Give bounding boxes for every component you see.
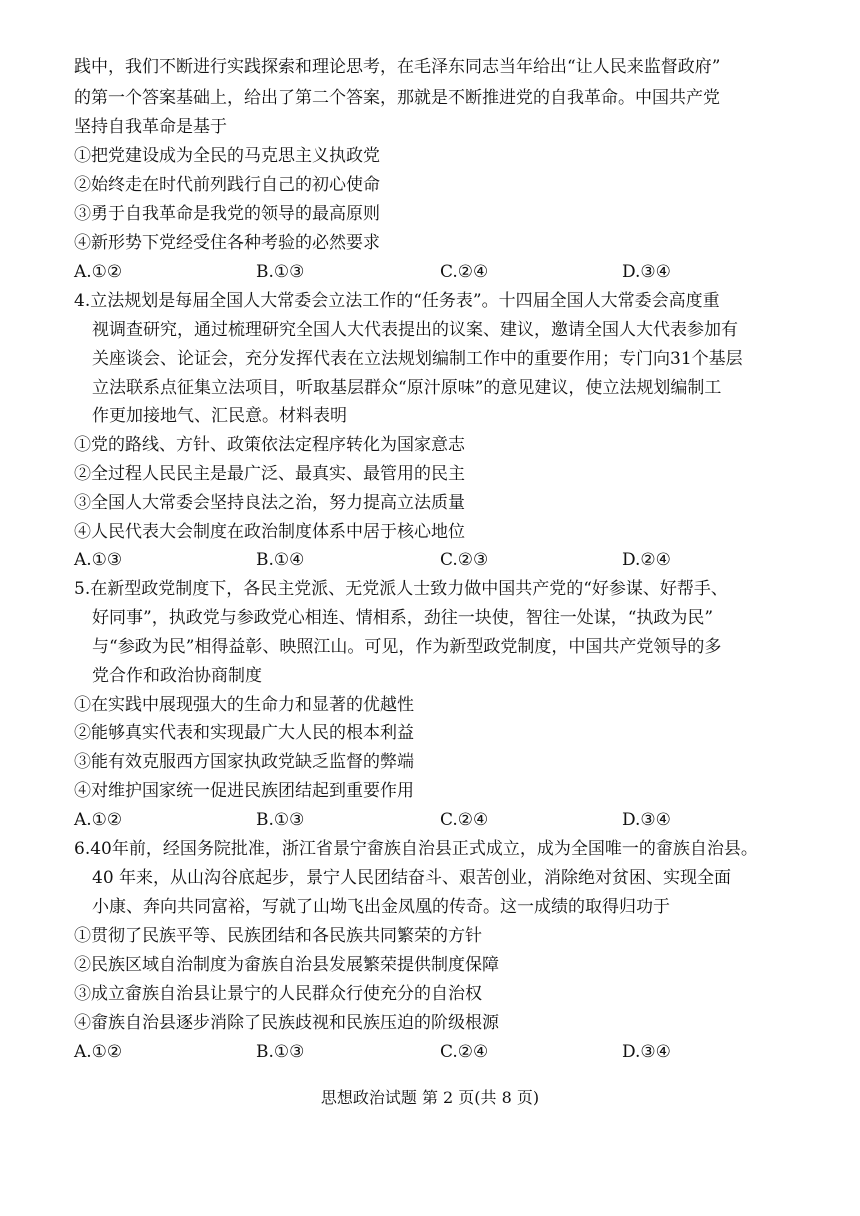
question-3-option: ②始终走在时代前列践行自己的初心使命 (74, 175, 380, 195)
choice-c: C.②④ (440, 810, 489, 830)
question-3-option: ③勇于自我革命是我党的领导的最高原则 (74, 204, 380, 224)
question-5-option: ③能有效克服西方国家执政党缺乏监督的弊端 (74, 752, 414, 772)
question-4-stem-line: 视调查研究，通过梳理研究全国人大代表提出的议案、建议，邀请全国人大代表参加有 (92, 320, 738, 340)
question-4-stem-line: 4.立法规划是每届全国人大常委会立法工作的“任务表”。十四届全国人大常委会高度重 (74, 291, 720, 311)
question-3-choices (74, 261, 794, 283)
question-6-option: ④畲族自治县逐步消除了民族歧视和民族压迫的阶级根源 (74, 1013, 499, 1033)
question-5-choices (74, 809, 794, 831)
question-3-stem-line: 践中，我们不断进行实践探索和理论思考，在毛泽东同志当年给出“让人民来监督政府” (74, 57, 721, 77)
question-6-choices (74, 1041, 794, 1063)
question-4-choices (74, 549, 794, 571)
choice-b: B.①④ (256, 550, 305, 570)
choice-c: C.②④ (440, 1042, 489, 1062)
question-6-option: ②民族区域自治制度为畲族自治县发展繁荣提供制度保障 (74, 955, 499, 975)
question-3-option: ④新形势下党经受住各种考验的必然要求 (74, 233, 380, 253)
choice-d: D.③④ (622, 1042, 671, 1062)
choice-b: B.①③ (256, 810, 305, 830)
question-5-option: ①在实践中展现强大的生命力和显著的优越性 (74, 695, 414, 715)
question-3-stem-line: 坚持自我革命是基于 (74, 117, 227, 137)
question-4-stem-line: 立法联系点征集立法项目，听取基层群众“原汁原味”的意见建议，使立法规划编制工 (92, 378, 722, 398)
choice-a: A.①③ (74, 550, 123, 570)
question-4-option: ①党的路线、方针、政策依法定程序转化为国家意志 (74, 435, 465, 455)
choice-c: C.②③ (440, 550, 489, 570)
question-3-option: ①把党建设成为全民的马克思主义执政党 (74, 146, 380, 166)
question-6-option: ①贯彻了民族平等、民族团结和各民族共同繁荣的方针 (74, 926, 482, 946)
question-5-stem-line: 与“参政为民”相得益彰、映照江山。可见，作为新型政党制度，中国共产党领导的多 (92, 637, 722, 657)
question-5-option: ②能够真实代表和实现最广大人民的根本利益 (74, 723, 414, 743)
question-4-stem-line: 关座谈会、论证会，充分发挥代表在立法规划编制工作中的重要作用；专门向31个基层 (92, 349, 743, 369)
question-4-option: ③全国人大常委会坚持良法之治，努力提高立法质量 (74, 493, 465, 513)
choice-d: D.②④ (622, 550, 671, 570)
question-4-option: ④人民代表大会制度在政治制度体系中居于核心地位 (74, 522, 465, 542)
question-5-stem-line: 党合作和政治协商制度 (92, 666, 262, 686)
question-6-stem-line: 40 年来，从山沟谷底起步，景宁人民团结奋斗、艰苦创业，消除绝对贫困、实现全面 (92, 868, 732, 888)
choice-b: B.①③ (256, 262, 305, 282)
choice-d: D.③④ (622, 262, 671, 282)
choice-d: D.③④ (622, 810, 671, 830)
question-4-option: ②全过程人民民主是最广泛、最真实、最管用的民主 (74, 464, 465, 484)
question-5-stem-line: 5.在新型政党制度下，各民主党派、无党派人士致力做中国共产党的“好参谋、好帮手、 (74, 579, 728, 599)
question-5-stem-line: 好同事”，执政党与参政党心相连、情相系，劲往一块使，智往一处谋，“执政为民” (92, 608, 714, 628)
question-4-stem-line: 作更加接地气、汇民意。材料表明 (92, 406, 347, 426)
question-5-option: ④对维护国家统一促进民族团结起到重要作用 (74, 781, 414, 801)
choice-a: A.①② (74, 262, 123, 282)
question-3-stem-line: 的第一个答案基础上，给出了第二个答案，那就是不断推进党的自我革命。中国共产党 (74, 88, 720, 108)
question-6-stem-line: 小康、奔向共同富裕，写就了山坳飞出金凤凰的传奇。这一成绩的取得归功于 (92, 897, 670, 917)
choice-a: A.①② (74, 1042, 123, 1062)
choice-c: C.②④ (440, 262, 489, 282)
choice-b: B.①③ (256, 1042, 305, 1062)
choice-a: A.①② (74, 810, 123, 830)
question-6-stem-line: 6.40年前，经国务院批准，浙江省景宁畲族自治县正式成立，成为全国唯一的畲族自治县。 (74, 839, 758, 859)
page-footer: 思想政治试题 第 2 页(共 8 页) (320, 1088, 540, 1107)
question-6-option: ③成立畲族自治县让景宁的人民群众行使充分的自治权 (74, 984, 482, 1004)
